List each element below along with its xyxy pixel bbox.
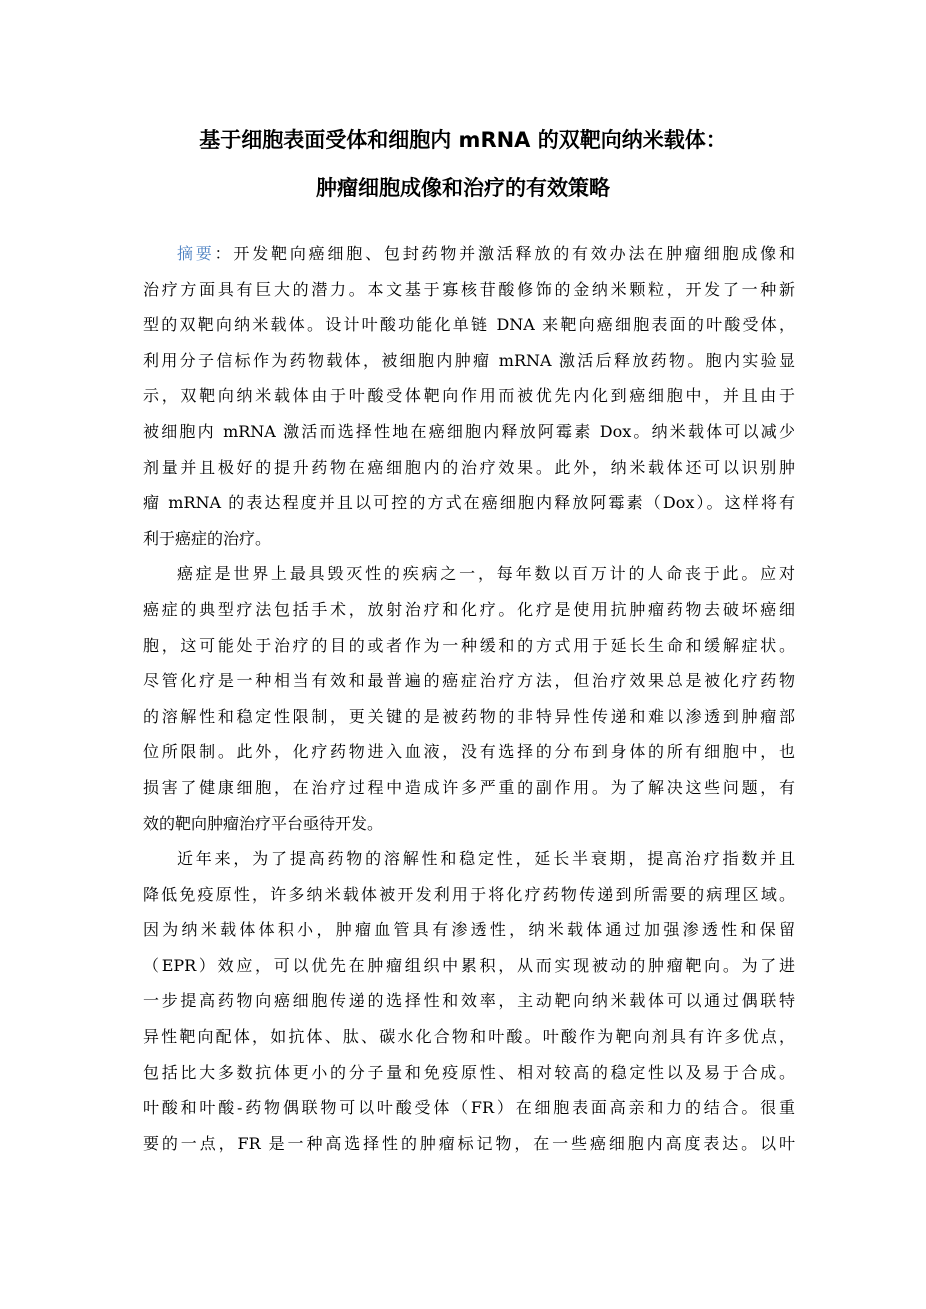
abstract-line: 示，双靶向纳米载体由于叶酸受体靶向作用而被优先内化到癌细胞中，并且由于 xyxy=(143,386,795,406)
paragraph-1-line: 癌症的典型疗法包括手术，放射治疗和化疗。化疗是使用抗肿瘤药物去破坏癌细 xyxy=(143,599,795,619)
paragraph-2-line: 包括比大多数抗体更小的分子量和免疫原性、相对较高的稳定性以及易于合成。 xyxy=(143,1062,795,1082)
document-title-line-1: 基于细胞表面受体和细胞内 mRNA 的双靶向纳米载体： xyxy=(199,128,727,152)
document-body xyxy=(143,236,795,1161)
paragraph-1-line: 效的靶向肿瘤治疗平台亟待开发。 xyxy=(143,813,384,833)
paragraph-1-line: 位所限制。此外，化疗药物进入血液，没有选择的分布到身体的所有细胞中，也 xyxy=(143,742,795,762)
paragraph-2-line: 一步提高药物向癌细胞传递的选择性和效率，主动靶向纳米载体可以通过偶联特 xyxy=(143,991,795,1011)
paragraph-2-line: 叶酸和叶酸-药物偶联物可以叶酸受体（FR）在细胞表面高亲和力的结合。很重 xyxy=(143,1098,795,1118)
paragraph-2-line: 异性靶向配体，如抗体、肽、碳水化合物和叶酸。叶酸作为靶向剂具有许多优点， xyxy=(143,1027,795,1047)
abstract-line: 利用分子信标作为药物载体，被细胞内肿瘤 mRNA 激活后释放药物。胞内实验显 xyxy=(143,350,795,370)
paragraph-2-line: （EPR）效应，可以优先在肿瘤组织中累积，从而实现被动的肿瘤靶向。为了进 xyxy=(143,955,795,975)
paragraph-1-line: 尽管化疗是一种相当有效和最普遍的癌症治疗方法，但治疗效果总是被化疗药物 xyxy=(143,671,795,691)
paragraph-1-line: 癌症是世界上最具毁灭性的疾病之一，每年数以百万计的人命丧于此。应对 xyxy=(177,564,795,584)
abstract-line: 被细胞内 mRNA 激活而选择性地在癌细胞内释放阿霉素 Dox。纳米载体可以减少 xyxy=(143,421,795,441)
paragraph-2-line: 降低免疫原性，许多纳米载体被开发利用于将化疗药物传递到所需要的病理区域。 xyxy=(143,884,795,904)
abstract-label: 摘要 xyxy=(177,244,215,263)
abstract-line xyxy=(143,236,795,272)
paragraph-1-line: 损害了健康细胞，在治疗过程中造成许多严重的副作用。为了解决这些问题，有 xyxy=(143,777,795,797)
abstract-text: ：开发靶向癌细胞、包封药物并激活释放的有效办法在肿瘤细胞成像和 xyxy=(214,244,795,263)
abstract-line: 利于癌症的治疗。 xyxy=(143,528,272,548)
document-title-line-2: 肿瘤细胞成像和治疗的有效策略 xyxy=(316,176,610,200)
abstract-line: 治疗方面具有巨大的潜力。本文基于寡核苷酸修饰的金纳米颗粒，开发了一种新 xyxy=(143,279,795,299)
abstract-line: 瘤 mRNA 的表达程度并且以可控的方式在癌细胞内释放阿霉素（Dox）。这样将有 xyxy=(143,493,795,513)
paragraph-1-line: 胞，这可能处于治疗的目的或者作为一种缓和的方式用于延长生命和缓解症状。 xyxy=(143,635,795,655)
paragraph-2-line: 近年来，为了提高药物的溶解性和稳定性，延长半衰期，提高治疗指数并且 xyxy=(177,849,795,869)
abstract-line: 型的双靶向纳米载体。设计叶酸功能化单链 DNA 来靶向癌细胞表面的叶酸受体， xyxy=(143,315,795,335)
paragraph-1-line: 的溶解性和稳定性限制，更关键的是被药物的非特异性传递和难以渗透到肿瘤部 xyxy=(143,706,795,726)
paragraph-2-line: 因为纳米载体体积小，肿瘤血管具有渗透性，纳米载体通过加强渗透性和保留 xyxy=(143,920,795,940)
abstract-line: 剂量并且极好的提升药物在癌细胞内的治疗效果。此外，纳米载体还可以识别肿 xyxy=(143,457,795,477)
paragraph-2-line: 要的一点，FR 是一种高选择性的肿瘤标记物，在一些癌细胞内高度表达。以叶 xyxy=(143,1133,795,1153)
